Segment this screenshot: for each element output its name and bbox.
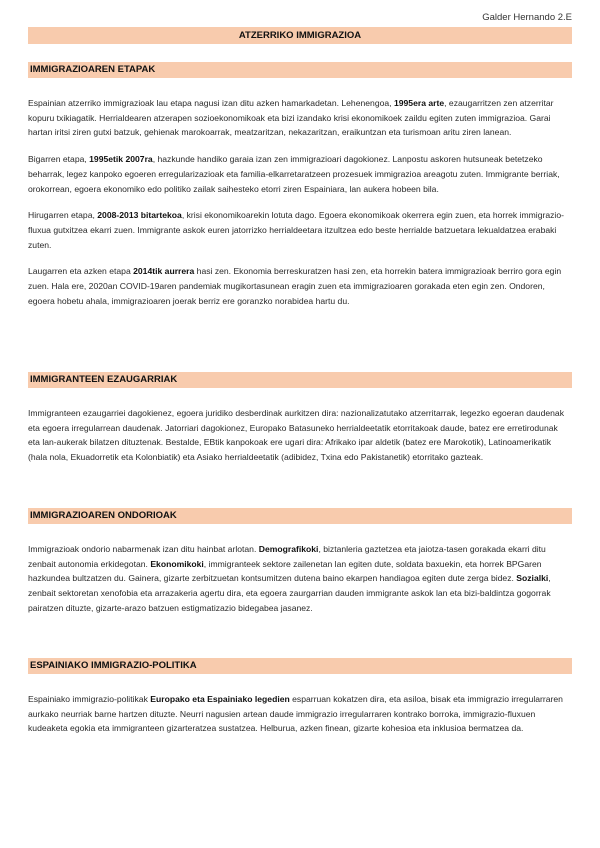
paragraph — [28, 542, 572, 616]
paragraph — [28, 208, 572, 252]
paragraph — [28, 264, 572, 308]
bold-text: Ekonomikoki — [150, 558, 204, 569]
bold-text: Demografikoki — [258, 544, 319, 554]
bold-text: Sozialki — [516, 573, 549, 584]
section-politika — [28, 658, 572, 748]
section-ondorioak — [28, 508, 572, 628]
bold-text: 1995etik 2007ra — [89, 154, 153, 165]
section-ezaugarriak — [28, 372, 572, 477]
text-run: Laugarren eta azken etapa — [28, 266, 134, 277]
paragraph — [28, 152, 572, 196]
text-run: Immigranteen ezaugarriei dagokienez, egoera juridiko desberdinak aurkitzen dira: nazionalizatutako atzerritarrak, legezko egoeran daudenak eta egoera irregularrean daudenak. Jatorriari dagokionez, Europako Batasuneko herrialdeetatik etorritakoak daude, batez ere erretirodunak eta lan-aukerak bilatzen dituztenak. Bestalde, EBtik kanpokoak ere ugari dira: Afrikako ipar aldetik (batez ere Marokotik), Latinoamerikatik (hala nola, Ekuadorretik eta Kolonbiatik) eta Asiako herrialdeetatik (adibidez, Txina edo Pakistanetik) etorritako gazteak. — [28, 408, 564, 463]
paragraph — [28, 96, 572, 140]
text-run: , hazkunde handiko garaia izan zen immigrazioari dagokionez. Lanpostu askoren hutsuneak betetzeko beharrak, legez kanpoko egoeren erregularizazioak eta familia-elkarretaratzeen prozesuek immigrazioa areagotu zuten. Immigrante berriak, orokorrean, egoera ekonomiko edo politiko zailak saihesteko etorri ziren Espainiara, lan aukera hobeen bila. — [28, 154, 560, 194]
text-run: Hirugarren etapa, — [28, 210, 98, 221]
bold-text: Europako eta Espainiako legedien — [150, 694, 290, 704]
paragraph — [28, 406, 572, 465]
bold-text: 1995era arte — [393, 98, 445, 108]
section-etapak — [28, 62, 572, 320]
text-run: , biztanleria gaztetzea eta jaiotza-tasen gorakada ekarri ditu zenbait autonomia erkidegotan. — [28, 544, 546, 569]
text-run: esparruan kokatzen dira, eta asiloa, bisak eta immigrazio irregularraren aurkako neurriak barne hartzen dituzte. Neurri nagusien artean daude immigrazio irregularraren kontrako borroka, immigrazio-fluxuen kudeaketa egokia eta immigranteen gizarteratzea sustatzea. Helburua, azken finean, gizarte kohesioa eta inklusioa bermatzea da. — [28, 694, 563, 734]
text-run: Espainian atzerriko immigrazioak lau etapa nagusi izan ditu azken hamarkadetan. Lehenengoa, — [28, 98, 394, 108]
text-run: , ezaugarritzen zen atzerritar kopuru txikiagatik. Herrialdearen atzerapen sozioekonomikoak eta bizi izandako krisi ekonomikoek zaildu egiten zuten immigrazioa. Garai hartan iritsi ziren gutxi batzuk, gehienak marokoarrak, meatzaritzan, nekazaritzan, eraikuntzan eta turismoan aritu ziren lanean. — [28, 98, 554, 138]
text-run: , krisi ekonomikoarekin lotuta dago. Egoera ekonomikoak okerrera egin zuen, eta horrek immigrazio-fluxua gutxitzea ekarri zuen. Immigrante askok euren jatorrizko herrialdeetara itzultzea edo beste herrialde batzuetara lekualdatzea erabaki zuten. — [28, 210, 564, 250]
text-run: , zenbait sektoretan xenofobia eta arrazakeria agertu dira, eta egoera zaurgarrian dauden immigrante askok lan eta bizi-baldintza gogorrak pairatzen dituzte, gizarte-arazo batzuen estigmatizazio bidegabea jasanez. — [28, 573, 551, 613]
section-heading: IMMIGRANTEEN EZAUGARRIAK — [28, 372, 572, 388]
bold-text: 2014tik aurrera — [133, 266, 195, 277]
paragraph — [28, 692, 572, 736]
text-run: Immigrazioak ondorio nabarmenak izan ditu hainbat arlotan. — [28, 544, 259, 554]
bold-text: 2008-2013 bitartekoa — [97, 210, 182, 221]
page-title: ATZERRIKO IMMIGRAZIOA — [28, 27, 572, 44]
section-heading: IMMIGRAZIOAREN ONDORIOAK — [28, 508, 572, 524]
section-heading: ESPAINIAKO IMMIGRAZIO-POLITIKA — [28, 658, 572, 674]
text-run: Bigarren etapa, — [28, 154, 90, 165]
text-run: Espainiako immigrazio-politikak — [28, 694, 151, 704]
section-heading: IMMIGRAZIOAREN ETAPAK — [28, 62, 572, 78]
text-run: hasi zen. Ekonomia berreskuratzen hasi zen, eta horrekin batera immigrazioak berriro gora egin zuen. Hala ere, 2020an COVID-19aren pandemiak mugikortasunean eragin zuen eta immigrazioaren gorakada eten egin zen. Ondoren, egoera hobetu ahala, immigrazioaren joerak berriz ere goranzko norabidea hartu du. — [28, 266, 562, 306]
author-name: Galder Hernando 2.E — [482, 12, 572, 23]
text-run: , immigranteek sektore zailenetan lan egiten dute, soldata baxuekin, eta horrek BPGaren hazkundea bultzatzen du. Gainera, gizarte zerbitzuetan kontsumitzen dutena baino ekarpen handiagoa egiten dute zerga bidez. — [28, 558, 542, 584]
